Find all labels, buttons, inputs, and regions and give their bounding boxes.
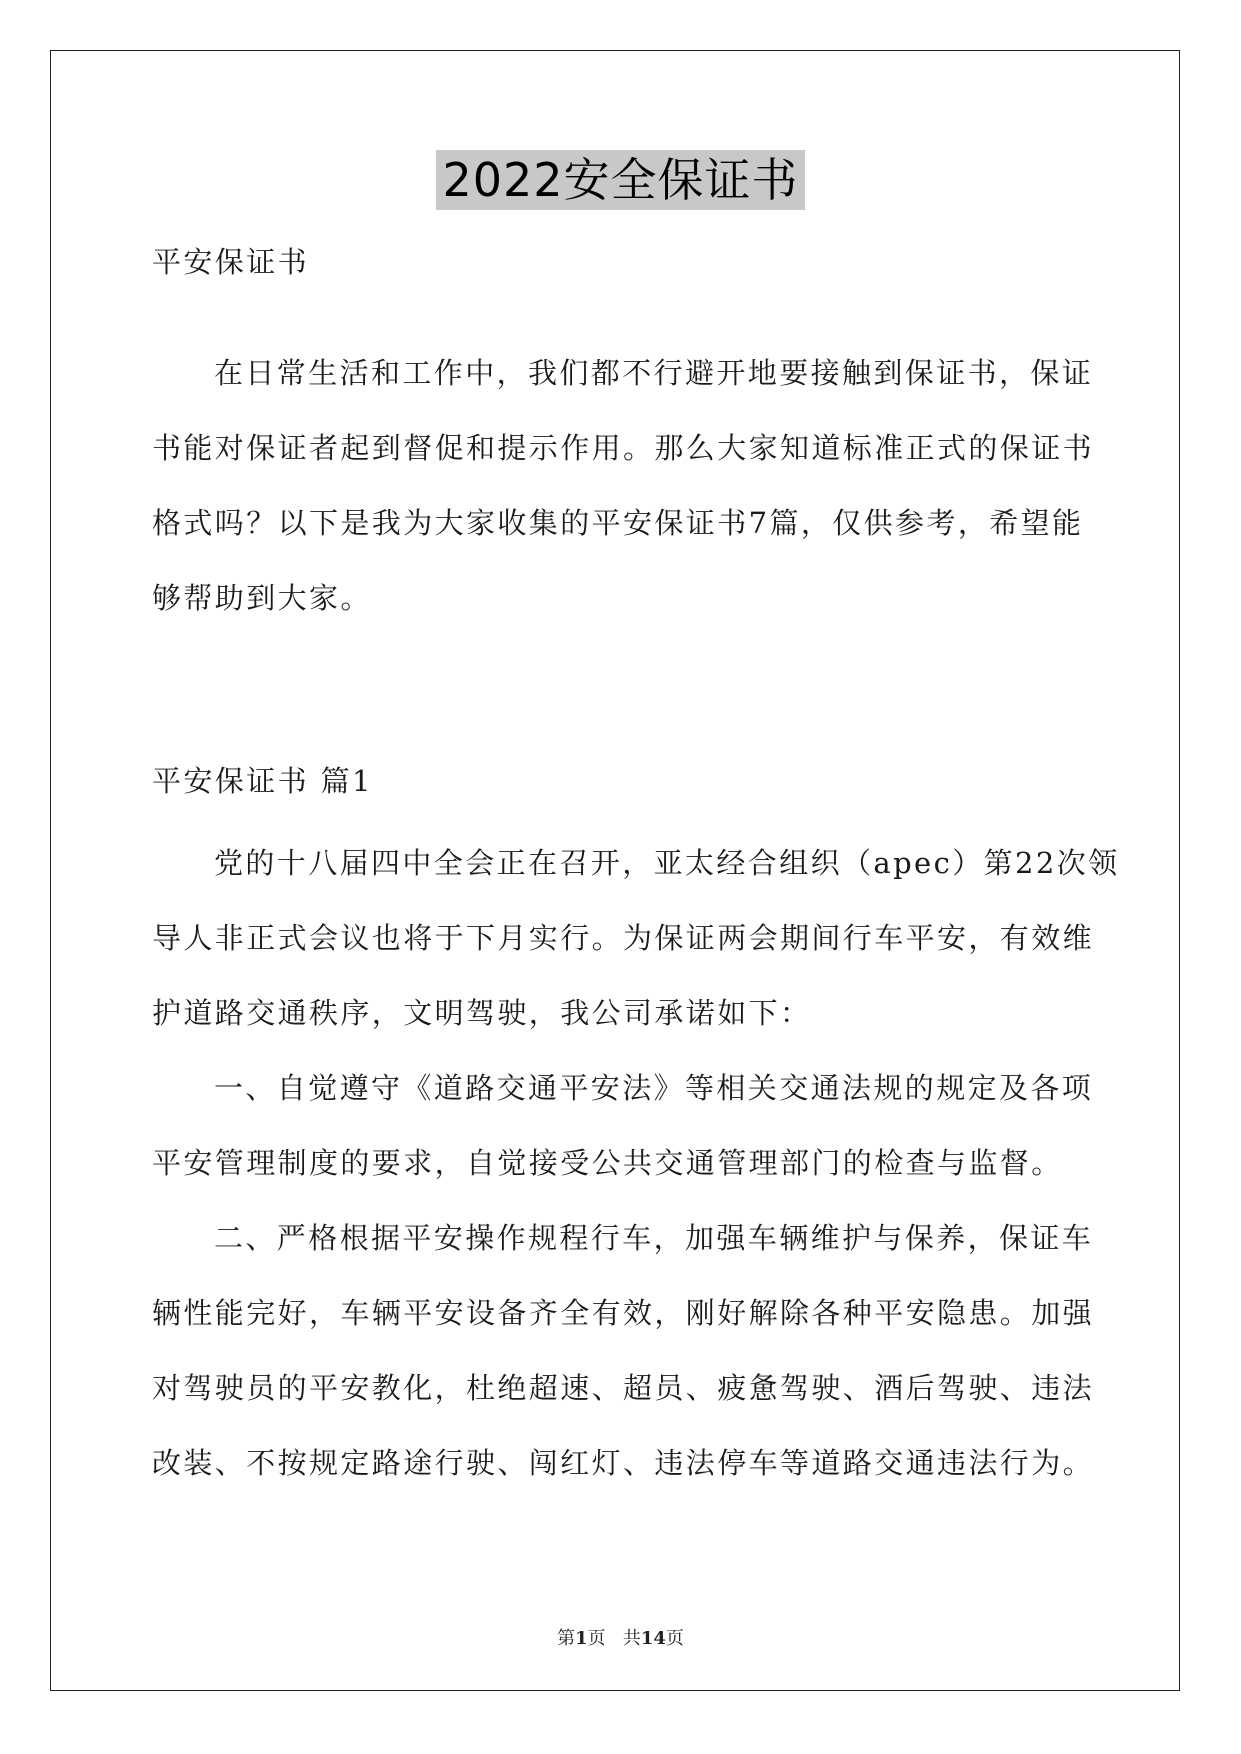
intro-line: 在日常生活和工作中，我们都不行避开地要接触到保证书，保证 <box>214 356 1094 390</box>
footer-total-prefix: 共 <box>622 1628 641 1649</box>
intro-line: 够帮助到大家。 <box>152 581 372 615</box>
footer-page-suffix: 页 <box>587 1628 606 1649</box>
body-line: 护道路交通秩序，文明驾驶，我公司承诺如下： <box>152 996 812 1030</box>
section-heading: 平安保证书 篇1 <box>152 764 373 798</box>
body-line: 二、严格根据平安操作规程行车，加强车辆维护与保养，保证车 <box>214 1221 1094 1255</box>
page-footer <box>0 1624 1241 1650</box>
body-line: 党的十八届四中全会正在召开，亚太经合组织（apec）第22次领 <box>214 846 1120 880</box>
body-line: 导人非正式会议也将于下月实行。为保证两会期间行车平安，有效维 <box>152 921 1095 955</box>
body-line: 对驾驶员的平安教化，杜绝超速、超员、疲惫驾驶、酒后驾驶、违法 <box>152 1371 1095 1405</box>
intro-line: 格式吗？以下是我为大家收集的平安保证书7篇，仅供参考，希望能 <box>152 506 1084 540</box>
body-line: 平安管理制度的要求，自觉接受公共交通管理部门的检查与监督。 <box>152 1146 1063 1180</box>
body-line: 改装、不按规定路途行驶、闯红灯、违法停车等道路交通违法行为。 <box>152 1446 1095 1480</box>
body-line: 一、自觉遵守《道路交通平安法》等相关交通法规的规定及各项 <box>214 1071 1094 1105</box>
subtitle: 平安保证书 <box>152 245 310 279</box>
footer-total-suffix: 页 <box>665 1628 684 1649</box>
intro-line: 书能对保证者起到督促和提示作用。那么大家知道标准正式的保证书 <box>152 431 1095 465</box>
footer-prefix: 第 <box>557 1628 576 1649</box>
document-title: 2022安全保证书 <box>436 150 804 210</box>
title-container <box>0 150 1241 210</box>
current-page-number: 1 <box>575 1628 588 1649</box>
total-page-count: 14 <box>640 1628 666 1649</box>
body-line: 辆性能完好，车辆平安设备齐全有效，刚好解除各种平安隐患。加强 <box>152 1296 1095 1330</box>
